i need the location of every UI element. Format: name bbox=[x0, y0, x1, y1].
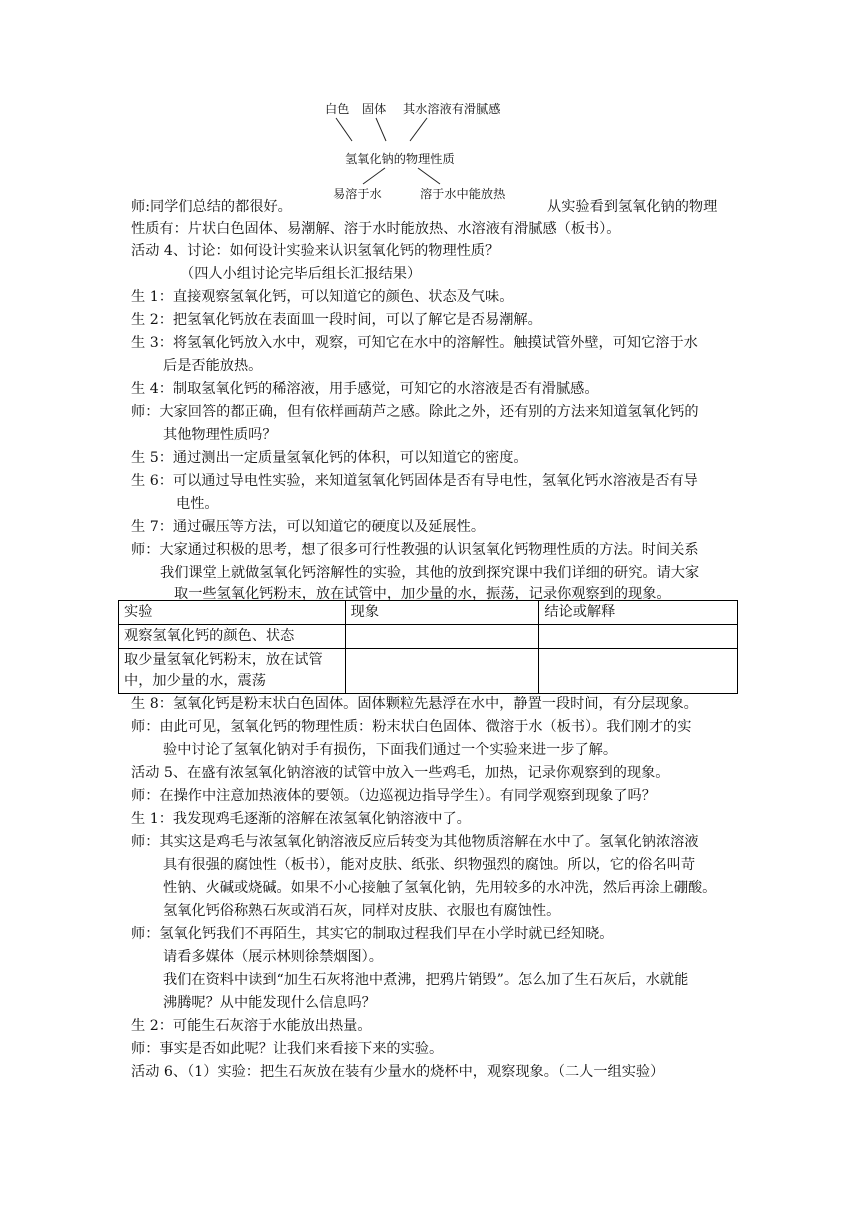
diagram-label-soluble: 易溶于水 bbox=[333, 187, 382, 201]
text-line: 活动 5、在盛有浓氢氧化钠溶液的试管中放入一些鸡毛，加热，记录你观察到的现象。 bbox=[131, 765, 670, 781]
text-line: 师：事实是否如此呢？让我们来看接下来的实验。 bbox=[131, 1041, 444, 1057]
table-row bbox=[119, 625, 738, 649]
text-line: 验中讨论了氢氧化钠对手有损伤，下面我们通过一个实验来进一步了解。 bbox=[163, 742, 618, 758]
table-header: 实验 bbox=[119, 601, 346, 625]
text-line: 师：大家通过积极的思考，想了很多可行性教强的认识氢氧化钙物理性质的方法。时间关系 bbox=[131, 542, 699, 558]
text-line: 生 4：制取氢氧化钙的稀溶液，用手感觉，可知它的水溶液是否有滑腻感。 bbox=[131, 381, 599, 397]
table-cell bbox=[539, 649, 738, 694]
text-line: 性钠、火碱或烧碱。如果不小心接触了氢氧化钠，先用较多的水冲洗，然后再涂上硼酸。 bbox=[163, 880, 717, 896]
text-line: 生 5：通过测出一定质量氢氧化钙的体积，可以知道它的密度。 bbox=[131, 450, 528, 466]
text-line: 具有很强的腐蚀性（板书），能对皮肤、纸张、织物强烈的腐蚀。所以，它的俗名叫苛 bbox=[163, 857, 696, 873]
text-line: （四人小组讨论完毕后组长汇报结果） bbox=[180, 266, 422, 282]
text-line: 生 2：把氢氧化钙放在表面皿一段时间，可以了解它是否易潮解。 bbox=[131, 312, 542, 328]
text-line: 师：大家回答的都正确，但有依样画葫芦之感。除此之外，还有别的方法来知道氢氧化钙的 bbox=[131, 404, 699, 420]
diagram-label-exothermic: 溶于水中能放热 bbox=[420, 187, 506, 201]
text-line: 活动 6、（1）实验：把生石灰放在装有少量水的烧杯中，观察现象。（二人一组实验） bbox=[131, 1064, 665, 1080]
text-line: 取一些氢氧化钙粉末，放在试管中，加少量的水，振荡，记录你观察到的现象。 bbox=[174, 586, 671, 602]
table-cell bbox=[539, 625, 738, 649]
text-line: 师：由此可见，氢氧化钙的物理性质：粉末状白色固体、微溶于水（板书）。我们刚才的实 bbox=[131, 719, 692, 735]
text-line: 生 8：氢氧化钙是粉末状白色固体。固体颗粒先悬浮在水中，静置一段时间，有分层现象。 bbox=[131, 696, 698, 712]
table-row bbox=[119, 649, 738, 694]
text-line: 氢氧化钙俗称熟石灰或消石灰，同样对皮肤、衣服也有腐蚀性。 bbox=[163, 903, 561, 919]
text-line: 生 3：将氢氧化钙放入水中，观察，可知它在水中的溶解性。触摸试管外壁，可知它溶于水 bbox=[131, 335, 698, 351]
text-line: 从实验看到氢氧化钠的物理 bbox=[547, 199, 718, 215]
text-line: 生 1：我发现鸡毛逐渐的溶解在浓氢氧化钠溶液中了。 bbox=[131, 811, 471, 827]
table-cell bbox=[345, 625, 539, 649]
table-cell bbox=[345, 649, 539, 694]
text-line: 后是否能放热。 bbox=[163, 358, 263, 374]
diagram-label-white: 白色 bbox=[325, 102, 350, 116]
text-line: 生 6：可以通过导电性实验，来知道氢氧化钙固体是否有导电性，氢氧化钙水溶液是否有导 bbox=[131, 473, 698, 489]
experiment-table bbox=[118, 600, 738, 694]
text-line: 师:同学们总结的都很好。 bbox=[131, 199, 292, 215]
text-line: 活动 4、讨论：如何设计实验来认识氢氧化钙的物理性质？ bbox=[131, 243, 500, 259]
text-line: 电性。 bbox=[176, 496, 219, 512]
table-cell: 观察氢氧化钙的颜色、状态 bbox=[119, 625, 346, 649]
text-line: 性质有：片状白色固体、易潮解、溶于水时能放热、水溶液有滑腻感（板书）。 bbox=[131, 221, 621, 237]
table-cell: 取少量氢氧化钙粉末，放在试管中，加少量的水，震荡 bbox=[119, 649, 346, 694]
text-line: 沸腾呢？从中能发现什么信息吗？ bbox=[163, 995, 376, 1011]
diagram-connector-lines bbox=[0, 0, 860, 240]
text-line: 我们课堂上就做氢氧化钙溶解性的实验，其他的放到探究课中我们详细的研究。请大家 bbox=[160, 565, 700, 581]
table-header: 结论或解释 bbox=[539, 601, 738, 625]
diagram-center-label: 氢氧化钠的物理性质 bbox=[345, 152, 455, 166]
text-line: 师：在操作中注意加热液体的要领。（边巡视边指导学生）。有同学观察到现象了吗？ bbox=[131, 788, 656, 804]
table-header-row bbox=[119, 601, 738, 625]
diagram-label-slippery: 其水溶液有滑腻感 bbox=[403, 102, 501, 116]
text-line: 其他物理性质吗？ bbox=[163, 427, 277, 443]
text-line: 请看多媒体（展示林则徐禁烟图）。 bbox=[163, 949, 383, 965]
text-line: 生 7：通过碾压等方法，可以知道它的硬度以及延展性。 bbox=[131, 519, 486, 535]
text-line: 师：其实这是鸡毛与浓氢氧化钠溶液反应后转变为其他物质溶解在水中了。氢氧化钠浓溶液 bbox=[131, 834, 699, 850]
text-line: 我们在资料中读到“加生石灰将池中煮沸，把鸦片销毁”。怎么加了生石灰后，水就能 bbox=[163, 972, 689, 988]
text-line: 生 1：直接观察氢氧化钙，可以知道它的颜色、状态及气味。 bbox=[131, 289, 514, 305]
diagram-label-solid: 固体 bbox=[362, 102, 387, 116]
text-line: 师：氢氧化钙我们不再陌生，其实它的制取过程我们早在小学时就已经知晓。 bbox=[131, 926, 614, 942]
table-header: 现象 bbox=[345, 601, 539, 625]
text-line: 生 2：可能生石灰溶于水能放出热量。 bbox=[131, 1018, 372, 1034]
